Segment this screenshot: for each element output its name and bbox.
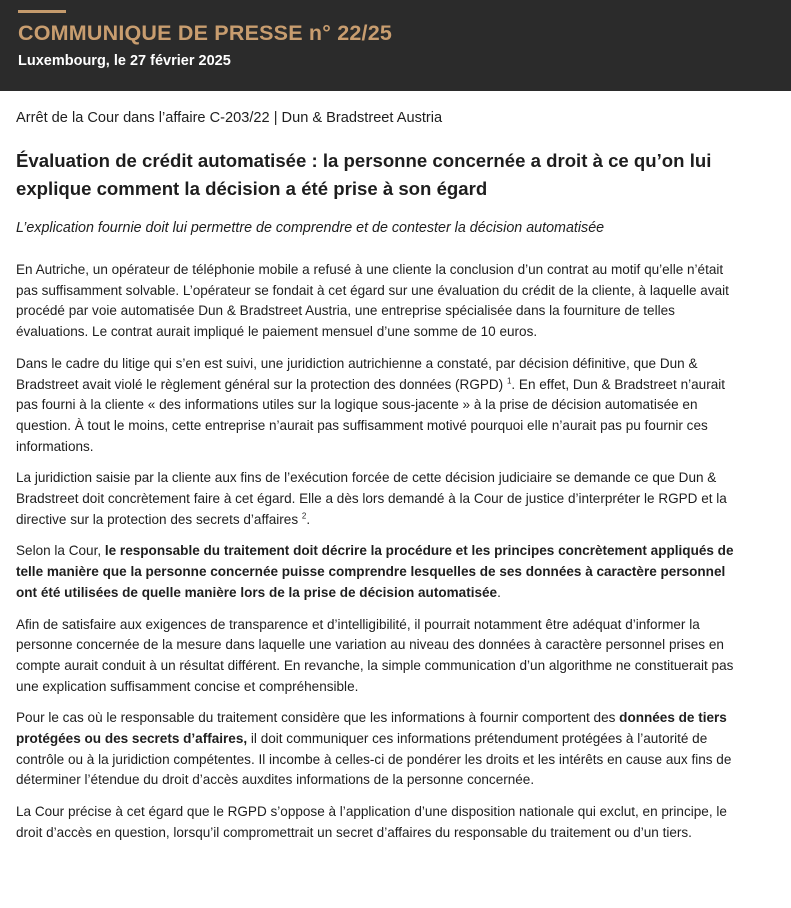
paragraph-6: [16, 708, 741, 791]
paragraph-1: En Autriche, un opérateur de téléphonie mobile a refusé à une cliente la conclusion d’un contrat au motif qu’elle n’était pas suffisamment solvable. L’opérateur se fondait à cet égard sur une évaluation du crédit de la cliente, à laquelle avait procédé par voie automatisée Dun & Bradstreet Austria, une entreprise spécialisée dans la fourniture de telles évaluations. Le contrat aurait impliqué le paiement mensuel d’une somme de 10 euros.: [16, 262, 729, 340]
paragraph-6-text-a: Pour le cas où le responsable du traitement considère que les informations à fournir comportent des: [16, 710, 620, 726]
paragraph-6-bold: données de tiers protégées ou des secrets d’affaires,: [16, 710, 727, 747]
footnote-ref-1: 1: [506, 376, 512, 385]
paragraph-3: [16, 468, 741, 530]
footnote-ref-2: 2: [301, 511, 307, 521]
headline: Évaluation de crédit automatisée : la personne concernée a droit à ce qu’on lui explique comment la décision a été prise à son égard: [16, 150, 712, 199]
paragraph-3-text-a: La juridiction saisie par la cliente aux fins de l’exécution forcée de cette décision judiciaire se demande ce que Dun & Bradstreet doit concrètement faire à cet égard. Elle a dès lors demandé à la Cour de justice d’interpréter le RGPD et la directive sur la protection des secrets d’affaires: [16, 470, 727, 527]
paragraph-4-bold: le responsable du traitement doit décrire la procédure et les principes concrètement appliqués de telle manière que la personne concernée puisse comprendre lesquelles de ses données à caractère personnel ont été utilisées de quelle manière lors de la prise de décision automatisée: [16, 543, 734, 600]
paragraph-6-text-b: il doit communiquer ces informations prétendument protégées à l’autorité de contrôle ou à la juridiction compétentes. Il incombe à celles-ci de pondérer les droits et les intérêts en cause aux fins de déterminer l’étendue du droit d’accès auxdites informations de la personne concernée.: [16, 731, 732, 788]
press-release-header: [0, 0, 791, 91]
case-reference: Arrêt de la Cour dans l’affaire C-203/22 | Dun & Bradstreet Austria: [16, 110, 443, 126]
paragraph-5: Afin de satisfaire aux exigences de transparence et d’intelligibilité, il pourrait notamment être adéquat d’informer la personne concernée de la mesure dans laquelle une variation au niveau des données à caractère personnel prises en compte aurait conduit à un résultat différent. En revanche, la simple communication d’un algorithme ne constituerait pas une explication suffisamment concise et compréhensible.: [16, 616, 734, 694]
paragraph-7: La Cour précise à cet égard que le RGPD s’oppose à l’application d’une disposition nationale qui exclut, en principe, le droit d’accès en question, lorsqu’il compromettrait un secret d’affaires du responsable du traitement ou d’un tiers.: [16, 804, 727, 840]
paragraph-2-text-a: Dans le cadre du litige qui s’en est suivi, une juridiction autrichienne a constaté, par décision définitive, que Dun & Bradstreet avait violé le règlement général sur la protection des données (RGPD): [16, 355, 698, 392]
paragraph-4: [16, 541, 741, 603]
paragraph-2: [16, 354, 741, 458]
paragraph-2-text-b: . En effet, Dun & Bradstreet n’aurait pas fourni à la cliente « des informations utiles sur la logique sous-jacente » à la prise de décision automatisée en question. À tout le moins, cette entreprise n’aurait pas suffisamment motivé pourquoi elle n’aurait pas pu fournir ces informations.: [16, 376, 726, 454]
subtitle: L’explication fournie doit lui permettre de comprendre et de contester la décision automatisée: [16, 220, 605, 236]
paragraph-4-text-a: Selon la Cour,: [16, 543, 105, 559]
paragraph-4-text-b: .: [497, 584, 501, 600]
header-accent-rule: [18, 10, 66, 13]
paragraph-3-text-b: .: [306, 511, 311, 527]
press-release-body: [16, 108, 741, 855]
press-release-date: Luxembourg, le 27 février 2025: [18, 53, 231, 69]
press-release-title: COMMUNIQUE DE PRESSE n° 22/25: [18, 21, 393, 45]
